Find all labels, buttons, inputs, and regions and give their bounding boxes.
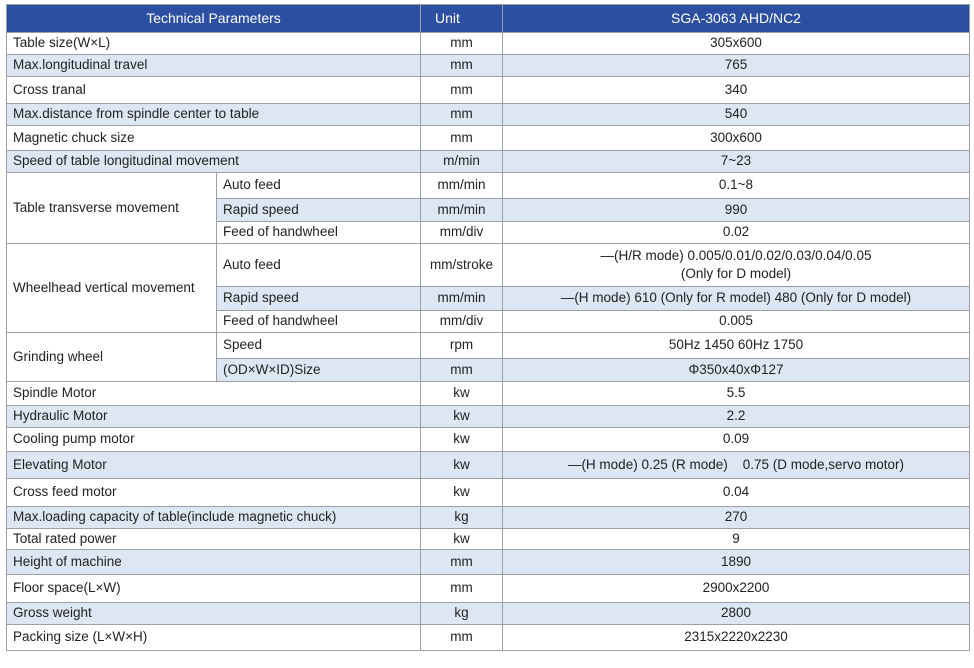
row-value: Φ350x40xΦ127 — [503, 359, 970, 382]
row-value: 1890 — [503, 550, 970, 575]
row-label: Elevating Motor — [7, 452, 421, 479]
row-value: 9 — [503, 529, 970, 550]
header-unit: Unit — [421, 5, 503, 33]
table-row — [7, 507, 970, 529]
table-row — [7, 479, 970, 507]
row-unit: m/min — [421, 151, 503, 173]
row-unit: mm — [421, 550, 503, 575]
group-label: Table transverse movement — [7, 173, 217, 244]
row-label: Spindle Motor — [7, 382, 421, 406]
table-row — [7, 244, 970, 287]
row-value: 340 — [503, 77, 970, 104]
row-value: 0.09 — [503, 428, 970, 452]
row-unit: mm/min — [421, 173, 503, 199]
table-row — [7, 603, 970, 625]
row-unit: mm/div — [421, 311, 503, 333]
row-value-multiline — [503, 244, 970, 287]
table-row — [7, 126, 970, 151]
row-value: 2800 — [503, 603, 970, 625]
table-row — [7, 575, 970, 603]
row-value: 765 — [503, 55, 970, 77]
row-unit: kw — [421, 529, 503, 550]
row-value: 305x600 — [503, 33, 970, 55]
row-unit: mm/min — [421, 199, 503, 222]
row-label: Hydraulic Motor — [7, 406, 421, 428]
group-label: Grinding wheel — [7, 333, 217, 382]
table-row — [7, 77, 970, 104]
row-unit: mm — [421, 77, 503, 104]
row-unit: kw — [421, 406, 503, 428]
row-value: —(H mode) 610 (Only for R model) 480 (Only for D model) — [503, 287, 970, 311]
row-unit: mm — [421, 575, 503, 603]
table-row — [7, 452, 970, 479]
row-label: Cross feed motor — [7, 479, 421, 507]
row-unit: kw — [421, 479, 503, 507]
table-row — [7, 151, 970, 173]
table-row — [7, 550, 970, 575]
row-label: Packing size (L×W×H) — [7, 625, 421, 651]
row-label: Height of machine — [7, 550, 421, 575]
sub-label: Feed of handwheel — [217, 222, 421, 244]
row-unit: kw — [421, 382, 503, 406]
row-label: Floor space(L×W) — [7, 575, 421, 603]
row-value: 0.04 — [503, 479, 970, 507]
row-label: Total rated power — [7, 529, 421, 550]
row-unit: kg — [421, 603, 503, 625]
row-value: 5.5 — [503, 382, 970, 406]
row-unit: mm — [421, 359, 503, 382]
row-unit: mm — [421, 55, 503, 77]
row-value: 2.2 — [503, 406, 970, 428]
row-value: 50Hz 1450 60Hz 1750 — [503, 333, 970, 359]
row-label: Gross weight — [7, 603, 421, 625]
table-row — [7, 333, 970, 359]
row-unit: mm — [421, 625, 503, 651]
header-model: SGA-3063 AHD/NC2 — [503, 5, 970, 33]
row-unit: mm/stroke — [421, 244, 503, 287]
row-unit: mm/min — [421, 287, 503, 311]
row-unit: mm/div — [421, 222, 503, 244]
sub-label: Rapid speed — [217, 287, 421, 311]
table-row — [7, 382, 970, 406]
table-row — [7, 625, 970, 651]
group-label: Wheelhead vertical movement — [7, 244, 217, 333]
row-unit: kw — [421, 452, 503, 479]
spec-table — [6, 4, 970, 651]
sub-label: (OD×W×ID)Size — [217, 359, 421, 382]
row-value: 300x600 — [503, 126, 970, 151]
row-label: Magnetic chuck size — [7, 126, 421, 151]
sub-label: Rapid speed — [217, 199, 421, 222]
row-label: Cross tranal — [7, 77, 421, 104]
row-unit: mm — [421, 33, 503, 55]
row-value: 0.005 — [503, 311, 970, 333]
row-value: 990 — [503, 199, 970, 222]
row-unit: kw — [421, 428, 503, 452]
row-label: Table size(W×L) — [7, 33, 421, 55]
row-value: 7~23 — [503, 151, 970, 173]
sub-label: Auto feed — [217, 173, 421, 199]
sub-label: Auto feed — [217, 244, 421, 287]
row-value: 270 — [503, 507, 970, 529]
table-row — [7, 406, 970, 428]
row-value-note: (Only for D model) — [680, 266, 792, 281]
header-row — [7, 5, 970, 33]
row-unit: mm — [421, 126, 503, 151]
row-value: —(H/R mode) 0.005/0.01/0.02/0.03/0.04/0.05 — [600, 247, 872, 263]
row-value: 0.02 — [503, 222, 970, 244]
row-value: 0.1~8 — [503, 173, 970, 199]
row-label: Max.distance from spindle center to table — [7, 104, 421, 126]
row-unit: mm — [421, 104, 503, 126]
row-value: 2900x2200 — [503, 575, 970, 603]
sub-label: Feed of handwheel — [217, 311, 421, 333]
row-label: Cooling pump motor — [7, 428, 421, 452]
sub-label: Speed — [217, 333, 421, 359]
table-row — [7, 173, 970, 199]
row-unit: rpm — [421, 333, 503, 359]
row-value: 540 — [503, 104, 970, 126]
header-param: Technical Parameters — [7, 5, 421, 33]
row-value: —(H mode) 0.25 (R mode) 0.75 (D mode,servo motor) — [503, 452, 970, 479]
row-label: Max.longitudinal travel — [7, 55, 421, 77]
table-row — [7, 529, 970, 550]
table-row — [7, 104, 970, 126]
table-row — [7, 55, 970, 77]
row-value: 2315x2220x2230 — [503, 625, 970, 651]
row-unit: kg — [421, 507, 503, 529]
row-label: Speed of table longitudinal movement — [7, 151, 421, 173]
row-label: Max.loading capacity of table(include magnetic chuck) — [7, 507, 421, 529]
table-row — [7, 33, 970, 55]
table-row — [7, 428, 970, 452]
